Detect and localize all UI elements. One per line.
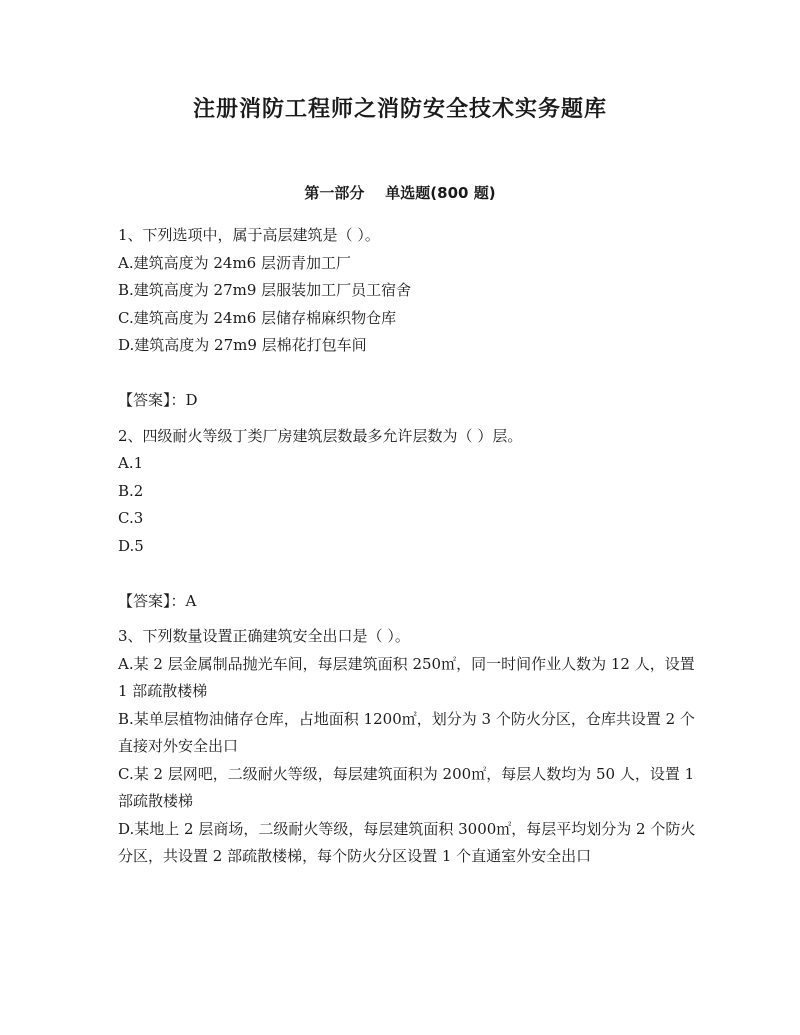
- option-b: B.2: [118, 481, 144, 500]
- option-b: B.建筑高度为 27m9 层服装加工厂员工宿舍: [118, 281, 412, 299]
- answer-value: A: [185, 591, 197, 610]
- question-block-3: [118, 623, 698, 871]
- option-b: B.某单层植物油储存仓库，占地面积 1200㎡，划分为 3 个防火分区，仓库共设置 2 个直接对外安全出口: [118, 709, 695, 755]
- answer-line: [118, 387, 698, 415]
- answer-label: 【答案】：: [118, 591, 186, 610]
- option-d: D.某地上 2 层商场，二级耐火等级，每层建筑面积 3000㎡，每层平均划分为 2 个防火分区，共设置 2 部疏散楼梯，每个防火分区设置 1 个直通室外安全出口: [118, 819, 696, 865]
- answer-line: [118, 588, 698, 616]
- question-stem: 3、下列数量设置正确建筑安全出口是（ ）。: [118, 627, 410, 645]
- question-list: [118, 222, 698, 871]
- option-a: A.建筑高度为 24m6 层沥青加工厂: [118, 253, 351, 272]
- option-d: D.建筑高度为 27m9 层棉花打包车间: [118, 336, 367, 354]
- option-d: D.5: [118, 536, 144, 555]
- option-a: A.1: [118, 454, 144, 472]
- answer-value: D: [185, 391, 198, 409]
- section-heading: 第一部分 单选题(800 题): [304, 184, 496, 202]
- option-c: C.建筑高度为 24m6 层储存棉麻织物仓库: [118, 308, 397, 327]
- question-stem: 1、下列选项中，属于高层建筑是（ ）。: [118, 226, 380, 244]
- option-c: C.3: [118, 509, 144, 527]
- question-stem: 2、四级耐火等级丁类厂房建筑层数最多允许层数为（ ）层。: [118, 426, 523, 445]
- option-c: C.某 2 层网吧，二级耐火等级，每层建筑面积为 200㎡，每层人数均为 50 人，设置 1 部疏散楼梯: [118, 764, 695, 810]
- question-block-1: [118, 222, 698, 415]
- option-a: A.某 2 层金属制品抛光车间，每层建筑面积 250㎡，同一时间作业人数为 12 人，设置 1 部疏散楼梯: [118, 654, 695, 700]
- document-title: 注册消防工程师之消防安全技术实务题库: [192, 97, 607, 122]
- answer-label: 【答案】：: [118, 391, 186, 409]
- question-block-2: [118, 423, 698, 616]
